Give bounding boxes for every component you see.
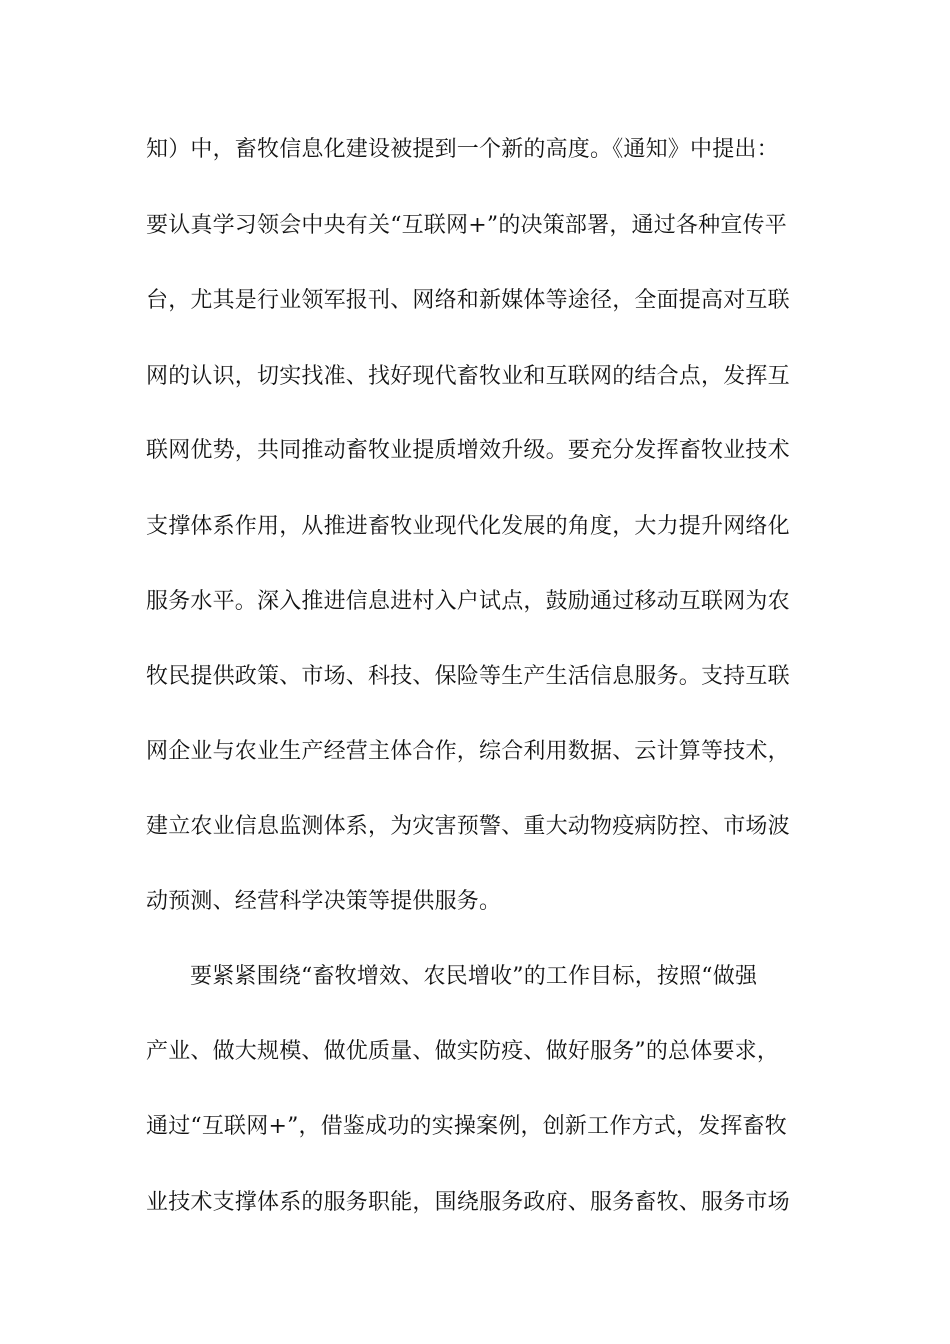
paragraph-line: 联网优势，共同推动畜牧业提质增效升级。要充分发挥畜牧业技术 — [146, 438, 790, 463]
paragraph-line: 动预测、经营科学决策等提供服务。 — [146, 889, 502, 914]
paragraph-line: 产业、做大规模、做优质量、做实防疫、做好服务”的总体要求， — [146, 1039, 780, 1064]
paragraph-line: 服务水平。深入推进信息进村入户试点，鼓励通过移动互联网为农 — [146, 589, 790, 614]
paragraph-line: 网企业与农业生产经营主体合作，综合利用数据、云计算等技术， — [146, 739, 790, 764]
paragraph-line: 要认真学习领会中央有关“互联网+”的决策部署，通过各种宣传平 — [146, 213, 787, 238]
paragraph-line-indented: 要紧紧围绕“畜牧增效、农民增收”的工作目标，按照“做强 — [190, 964, 758, 989]
paragraph-line: 网的认识，切实找准、找好现代畜牧业和互联网的结合点，发挥互 — [146, 364, 790, 389]
paragraph-line: 支撑体系作用，从推进畜牧业现代化发展的角度，大力提升网络化 — [146, 514, 790, 539]
paragraph-line: 台，尤其是行业领军报刊、网络和新媒体等途径，全面提高对互联 — [146, 288, 790, 313]
paragraph-line: 业技术支撑体系的服务职能，围绕服务政府、服务畜牧、服务市场 — [146, 1190, 790, 1215]
paragraph-line: 牧民提供政策、市场、科技、保险等生产生活信息服务。支持互联 — [146, 664, 790, 689]
paragraph-line: 建立农业信息监测体系，为灾害预警、重大动物疫病防控、市场波 — [146, 814, 790, 839]
paragraph-line: 知）中，畜牧信息化建设被提到一个新的高度。《通知》中提出： — [146, 137, 779, 162]
paragraph-line: 通过“互联网+”，借鉴成功的实操案例，创新工作方式，发挥畜牧 — [146, 1114, 787, 1139]
